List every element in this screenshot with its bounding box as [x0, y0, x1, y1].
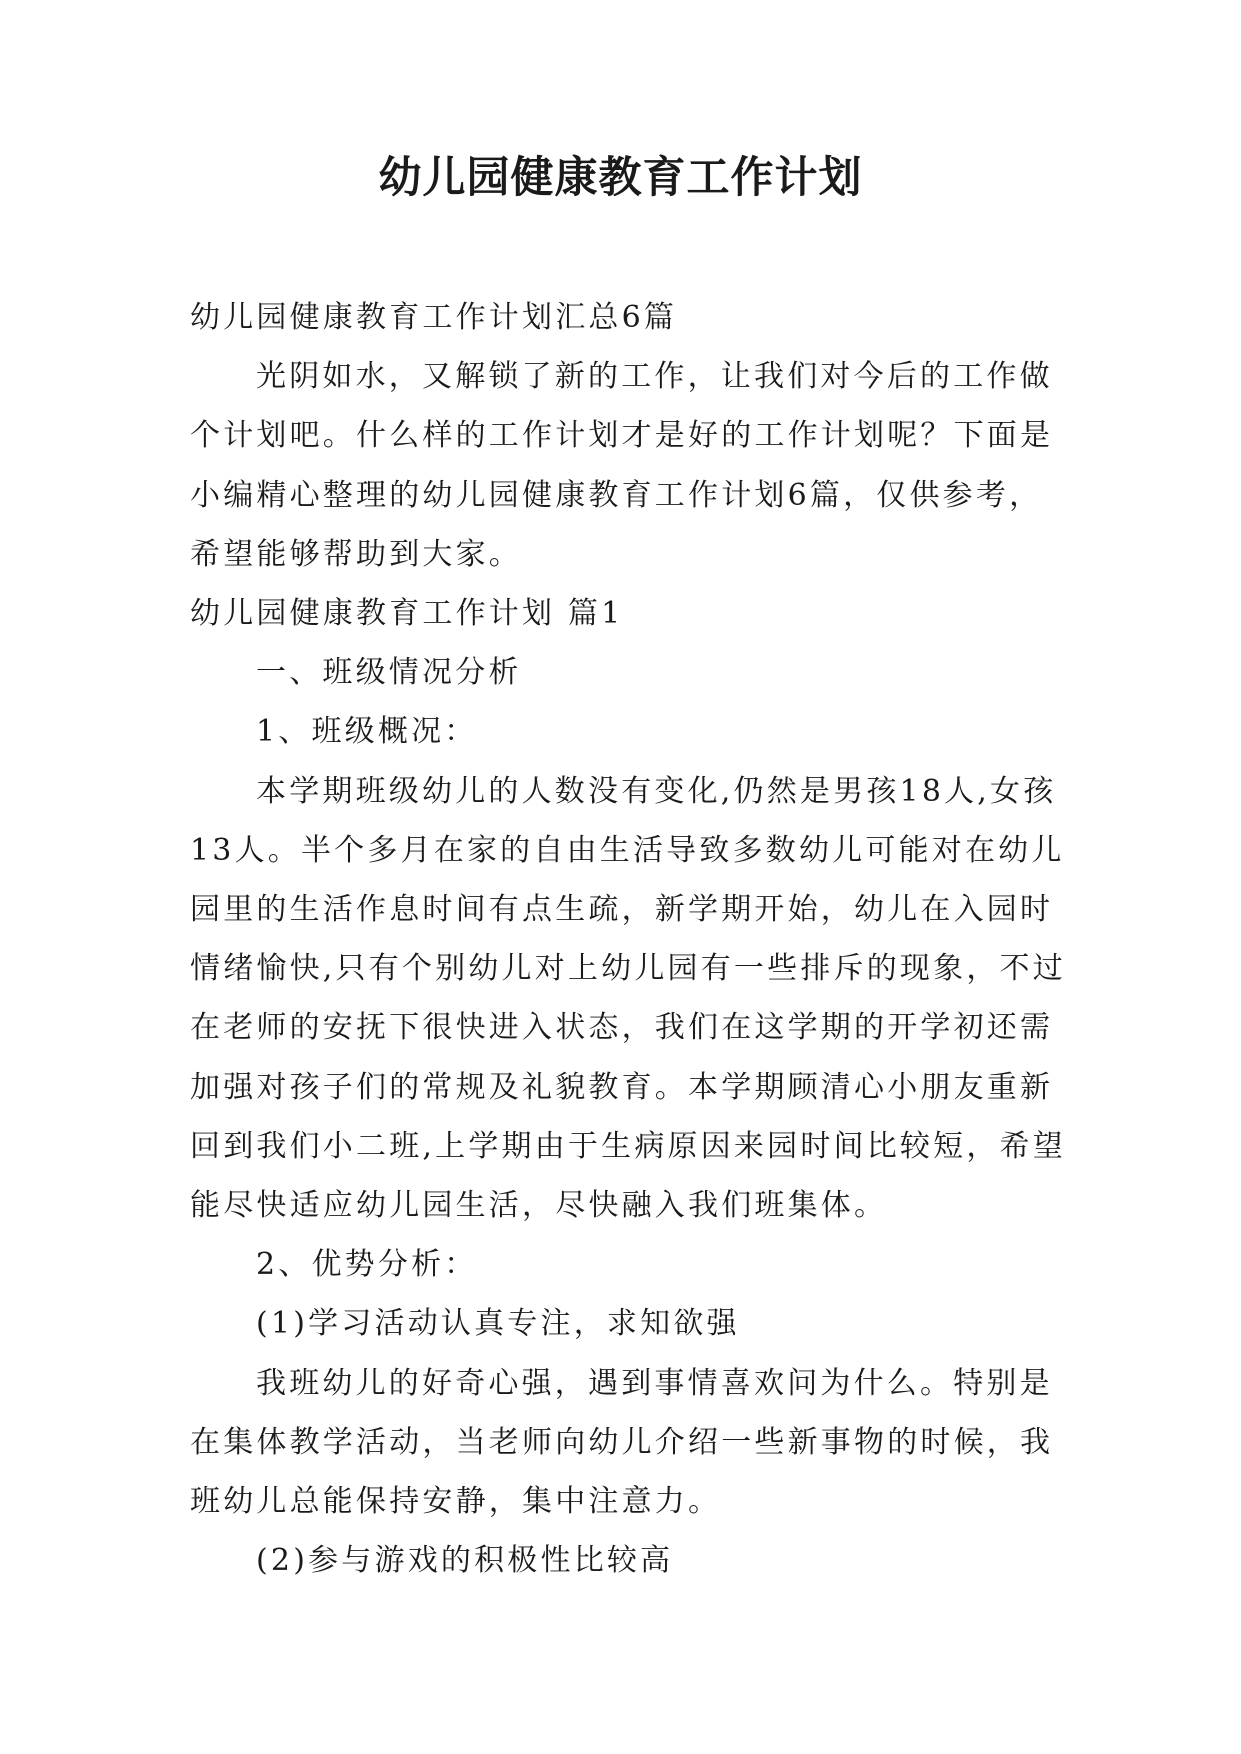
document-title: 幼儿园健康教育工作计划: [378, 153, 863, 203]
heading-class-analysis: 一、班级情况分析: [256, 655, 522, 691]
subtitle-paragraph: 幼儿园健康教育工作计划汇总6篇: [190, 300, 678, 335]
document-body: [190, 288, 1070, 1590]
heading-class-overview: 1、班级概况：: [256, 714, 478, 750]
section-heading: 幼儿园健康教育工作计划 篇1: [190, 596, 624, 632]
subheading-learning: (1)学习活动认真专注，求知欲强: [256, 1306, 740, 1342]
overview-paragraph: 本学期班级幼儿的人数没有变化,仍然是男孩18人,女孩13人。半个多月在家的自由生活导致多数幼儿可能对在幼儿园里的生活作息时间有点生疏，新学期开始，幼儿在入园时情绪愉快,只有个别幼儿对上幼儿园有一些排斥的现象，不过在老师的安抚下很快进入状态，我们在这学期的开学初还需加强对孩子们的常规及礼貌教育。本学期顾清心小朋友重新回到我们小二班,上学期由于生病原因来园时间比较短，希望能尽快适应幼儿园生活，尽快融入我们班集体。: [190, 773, 1066, 1224]
intro-paragraph: 光阴如水，又解锁了新的工作，让我们对今后的工作做个计划吧。什么样的工作计划才是好的工作计划呢？下面是小编精心整理的幼儿园健康教育工作计划6篇，仅供参考，希望能够帮助到大家。: [190, 359, 1054, 572]
subheading-games: (2)参与游戏的积极性比较高: [256, 1543, 674, 1579]
heading-advantage-analysis: 2、优势分析：: [256, 1247, 478, 1283]
learning-paragraph: 我班幼儿的好奇心强，遇到事情喜欢问为什么。特别是在集体教学活动，当老师向幼儿介绍一些新事物的时候，我班幼儿总能保持安静，集中注意力。: [190, 1365, 1054, 1520]
